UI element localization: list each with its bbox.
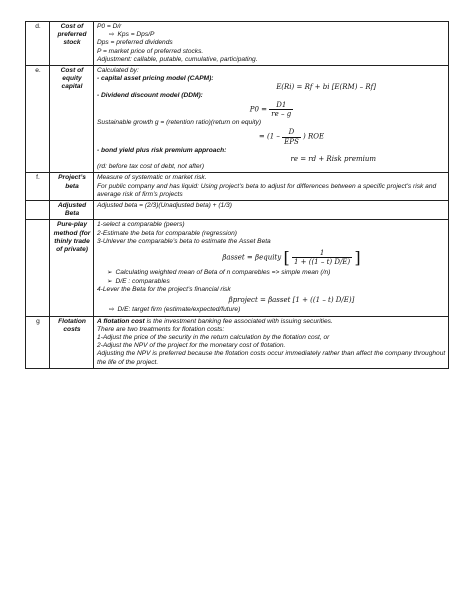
text-line: Sustainable growth g = (retention ratio)(return on equity) [97,119,262,127]
row-letter: d. [26,22,50,66]
row-body [94,201,449,220]
text-line: Adjusting the NPV is preferred because the flotation costs occur immediately rather than affect the company throughout the life of the project. [97,350,446,366]
row-adjusted-beta [26,201,449,220]
growth-numerator: D [282,128,301,137]
row-topic: Cost of equity capital [50,66,94,173]
project-beta-equation: βproject = βasset [1 + ((1 – t) D/E)] [228,296,355,305]
row-cost-of-equity [26,66,449,173]
text-line: Adjusted beta = (2/3)(Unadjusted beta) + (1/3) [97,202,232,210]
row-body [94,220,449,316]
definition-text: is the investment banking fee associated with issuing securities. [144,317,333,325]
row-topic: Adjusted Beta [50,201,94,220]
row-topic: Flotation costs [50,316,94,368]
asset-beta-equation [97,246,446,269]
bullet-line [97,269,446,277]
text-line: 1-Adjust the price of the security in the return calculation by the flotation cost, or [97,333,330,341]
cost-of-capital-table [25,21,449,369]
text-line: 4-Lever the Beta for the project’s financial risk [97,285,231,293]
text-line: (rd: before tax cost of debt, not after) [97,163,205,171]
row-topic: Cost of preferred stock [50,22,94,66]
bond-equation: re = rd + Risk premium [290,155,376,164]
asset-lhs: βasset = βequity [222,253,282,262]
row-letter: g [26,316,50,368]
row-letter-empty [26,201,50,220]
asset-denominator: 1 + ((1 – t) D/E) [293,258,351,267]
text-line: D/E: target firm (estimate/expected/future) [117,306,241,314]
arrowhead-bullet-icon: ➢ [107,269,113,277]
text-line: Dps = preferred dividends [97,39,173,47]
double-arrow-icon: ⇨ [109,306,115,314]
text-line: For public company and has liquid: Using project’s beta to adjust for differences between a specific project’s risk and average risk of firm’s projects [97,182,437,198]
text-line: P0 = D/r [97,23,122,30]
text-line: Measure of systematic or market risk. [97,174,207,182]
growth-fraction [282,128,301,145]
bracket-right: ] [354,247,361,267]
text-line: 2-Adjust the NPV of the project for the monetary cost of flotation. [97,342,286,350]
row-body [94,173,449,201]
growth-suffix: ) ROE [303,133,325,142]
bond-title: - bond yield plus risk premium approach: [97,146,227,154]
ddm-title: - Dividend discount model (DDM): [97,91,203,99]
capm-title: - capital asset pricing model (CAPM): [97,75,214,83]
row-body [94,22,449,66]
text-line: Adjustment: callable, putable, cumulative, participating. [97,55,258,63]
row-letter: e. [26,66,50,173]
text-line: 2-Estimate the beta for comparable (regression) [97,229,237,237]
ddm-fraction [269,101,293,118]
text-line: 1-select a comparable (peers) [97,221,185,229]
ddm-equation [97,100,446,119]
capm-equation: E(Ri) = Rf + bi [E(RM) – Rf] [276,83,376,92]
definition-line [97,318,446,326]
double-arrow-icon: ⇨ [109,31,115,39]
text-line: D/E : comparables [115,277,170,285]
ddm-numerator: D1 [269,101,293,110]
row-topic: Project’s beta [50,173,94,201]
arrow-line [97,306,446,314]
growth-prefix: = (1 – [258,133,280,142]
text-line: P = market price of preferred stocks. [97,47,204,55]
row-topic: Pure-play method (for thinly trade of private) [50,220,94,316]
arrowhead-bullet-icon: ➢ [107,277,113,285]
row-body [94,316,449,368]
row-body [94,66,449,173]
arrow-line [97,31,446,39]
text-line: Kps = Dps/P [117,31,155,39]
ddm-denominator: re – g [271,110,292,119]
text-line: Calculated by: [97,67,139,75]
row-preferred-stock [26,22,449,66]
growth-equation [97,127,446,146]
growth-denominator: EPS [284,137,299,146]
text-line: There are two treatments for flotation costs: [97,325,225,333]
defined-term: A flotation cost [97,317,145,325]
ddm-lhs: P0 = [249,105,268,114]
row-letter: f. [26,173,50,201]
row-flotation-costs [26,316,449,368]
text-line: 3-Unlever the comparable’s beta to estimate the Asset Beta [97,237,271,245]
asset-numerator: 1 [292,249,352,258]
text-line: Calculating weighted mean of Beta of n comparebles => simple mean (/n) [115,269,331,277]
bracket-left: [ [283,247,290,267]
row-project-beta [26,173,449,201]
bullet-line [97,278,446,286]
row-pure-play [26,220,449,316]
row-letter-empty [26,220,50,316]
asset-fraction [292,249,352,266]
